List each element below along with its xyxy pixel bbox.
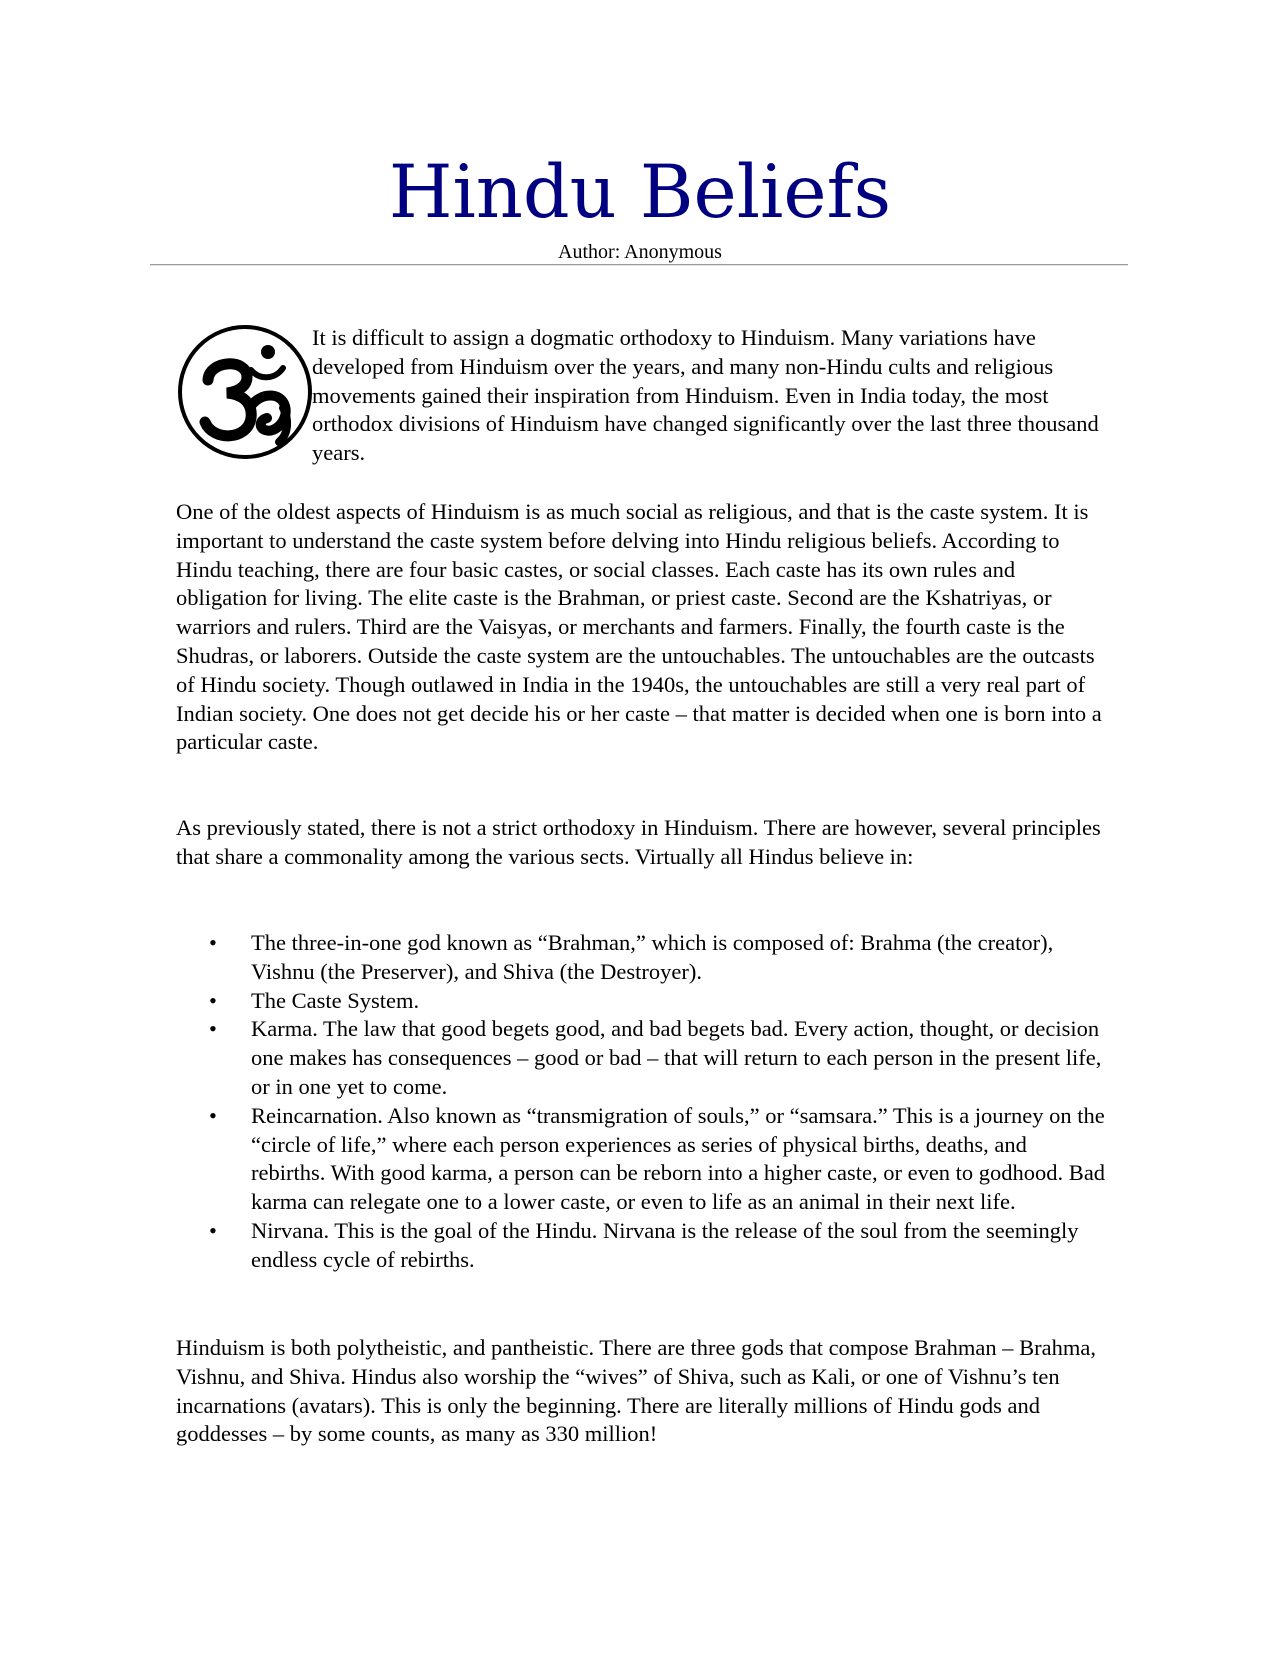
list-item <box>176 1217 1106 1275</box>
gods-paragraph: Hinduism is both polytheistic, and pantheistic. There are three gods that compose Brahman – Brahma, Vishnu, and Shiva. Hindus also worship the “wives” of Shiva, such as Kali, or one of Vishnu’s ten incarnations (avatars). This is only the beginning. There are literally millions of Hindu gods and goddesses – by some counts, as many as 330 million! <box>176 1335 1096 1447</box>
belief-brahman: The three-in-one god known as “Brahman,” which is composed of: Brahma (the creator), Vishnu (the Preserver), and Shiva (the Destroyer). <box>251 930 1054 984</box>
list-item <box>176 987 1106 1016</box>
bullet-icon: • <box>209 1016 217 1042</box>
bullet-icon: • <box>209 1102 217 1128</box>
caste-paragraph: One of the oldest aspects of Hinduism is as much social as religious, and that is the caste system. It is important to understand the caste system before delving into Hindu religious beliefs. According to Hindu teaching, there are four basic castes, or social classes. Each caste has its own rules and obligation for living. The elite caste is the Brahman, or priest caste. Second are the Kshatriyas, or warriors and rulers. Third are the Vaisyas, or merchants and farmers. Finally, the fourth caste is the Shudras, or laborers. Outside the caste system are the untouchables. The untouchables are the outcasts of Hindu society. Though outlawed in India in the 1940s, the untouchables are still a very real part of Indian society. One does not get decide his or her caste – that matter is decided when one is born into a particular caste. <box>176 499 1102 755</box>
list-item <box>176 1015 1106 1101</box>
list-item <box>176 929 1106 987</box>
author-line: Author: Anonymous <box>558 241 722 263</box>
bullet-icon: • <box>209 1217 217 1243</box>
intro-paragraph: It is difficult to assign a dogmatic orthodoxy to Hinduism. Many variations have developed from Hinduism over the years, and many non-Hindu cults and religious movements gained their inspiration from Hinduism. Even in India today, the most orthodox divisions of Hinduism have changed significantly over the last three thousand years. <box>312 325 1099 466</box>
belief-karma: Karma. The law that good begets good, and bad begets bad. Every action, thought, or decision one makes has consequences – good or bad – that will return to each person in the present life, or in one yet to come. <box>251 1016 1102 1099</box>
om-symbol-icon <box>175 322 315 462</box>
title-divider <box>150 264 1128 266</box>
belief-reincarnation: Reincarnation. Also known as “transmigration of souls,” or “samsara.” This is a journey on the “circle of life,” where each person experiences as series of physical births, deaths, and rebirths. With good karma, a person can be reborn into a higher caste, or even to godhood. Bad karma can relegate one to a lower caste, or even to life as an animal in their next life. <box>251 1102 1106 1215</box>
document-title: Hindu Beliefs <box>388 150 892 235</box>
beliefs-list <box>176 929 1106 1275</box>
list-item <box>176 1102 1106 1217</box>
belief-nirvana: Nirvana. This is the goal of the Hindu. Nirvana is the release of the soul from the seemingly endless cycle of rebirths. <box>251 1217 1079 1272</box>
bullet-icon: • <box>209 930 217 955</box>
belief-caste-system: The Caste System. <box>251 987 420 1013</box>
bullet-icon: • <box>209 987 217 1013</box>
principles-paragraph: As previously stated, there is not a strict orthodoxy in Hinduism. There are however, several principles that share a commonality among the various sects. Virtually all Hindus believe in: <box>176 815 1101 869</box>
